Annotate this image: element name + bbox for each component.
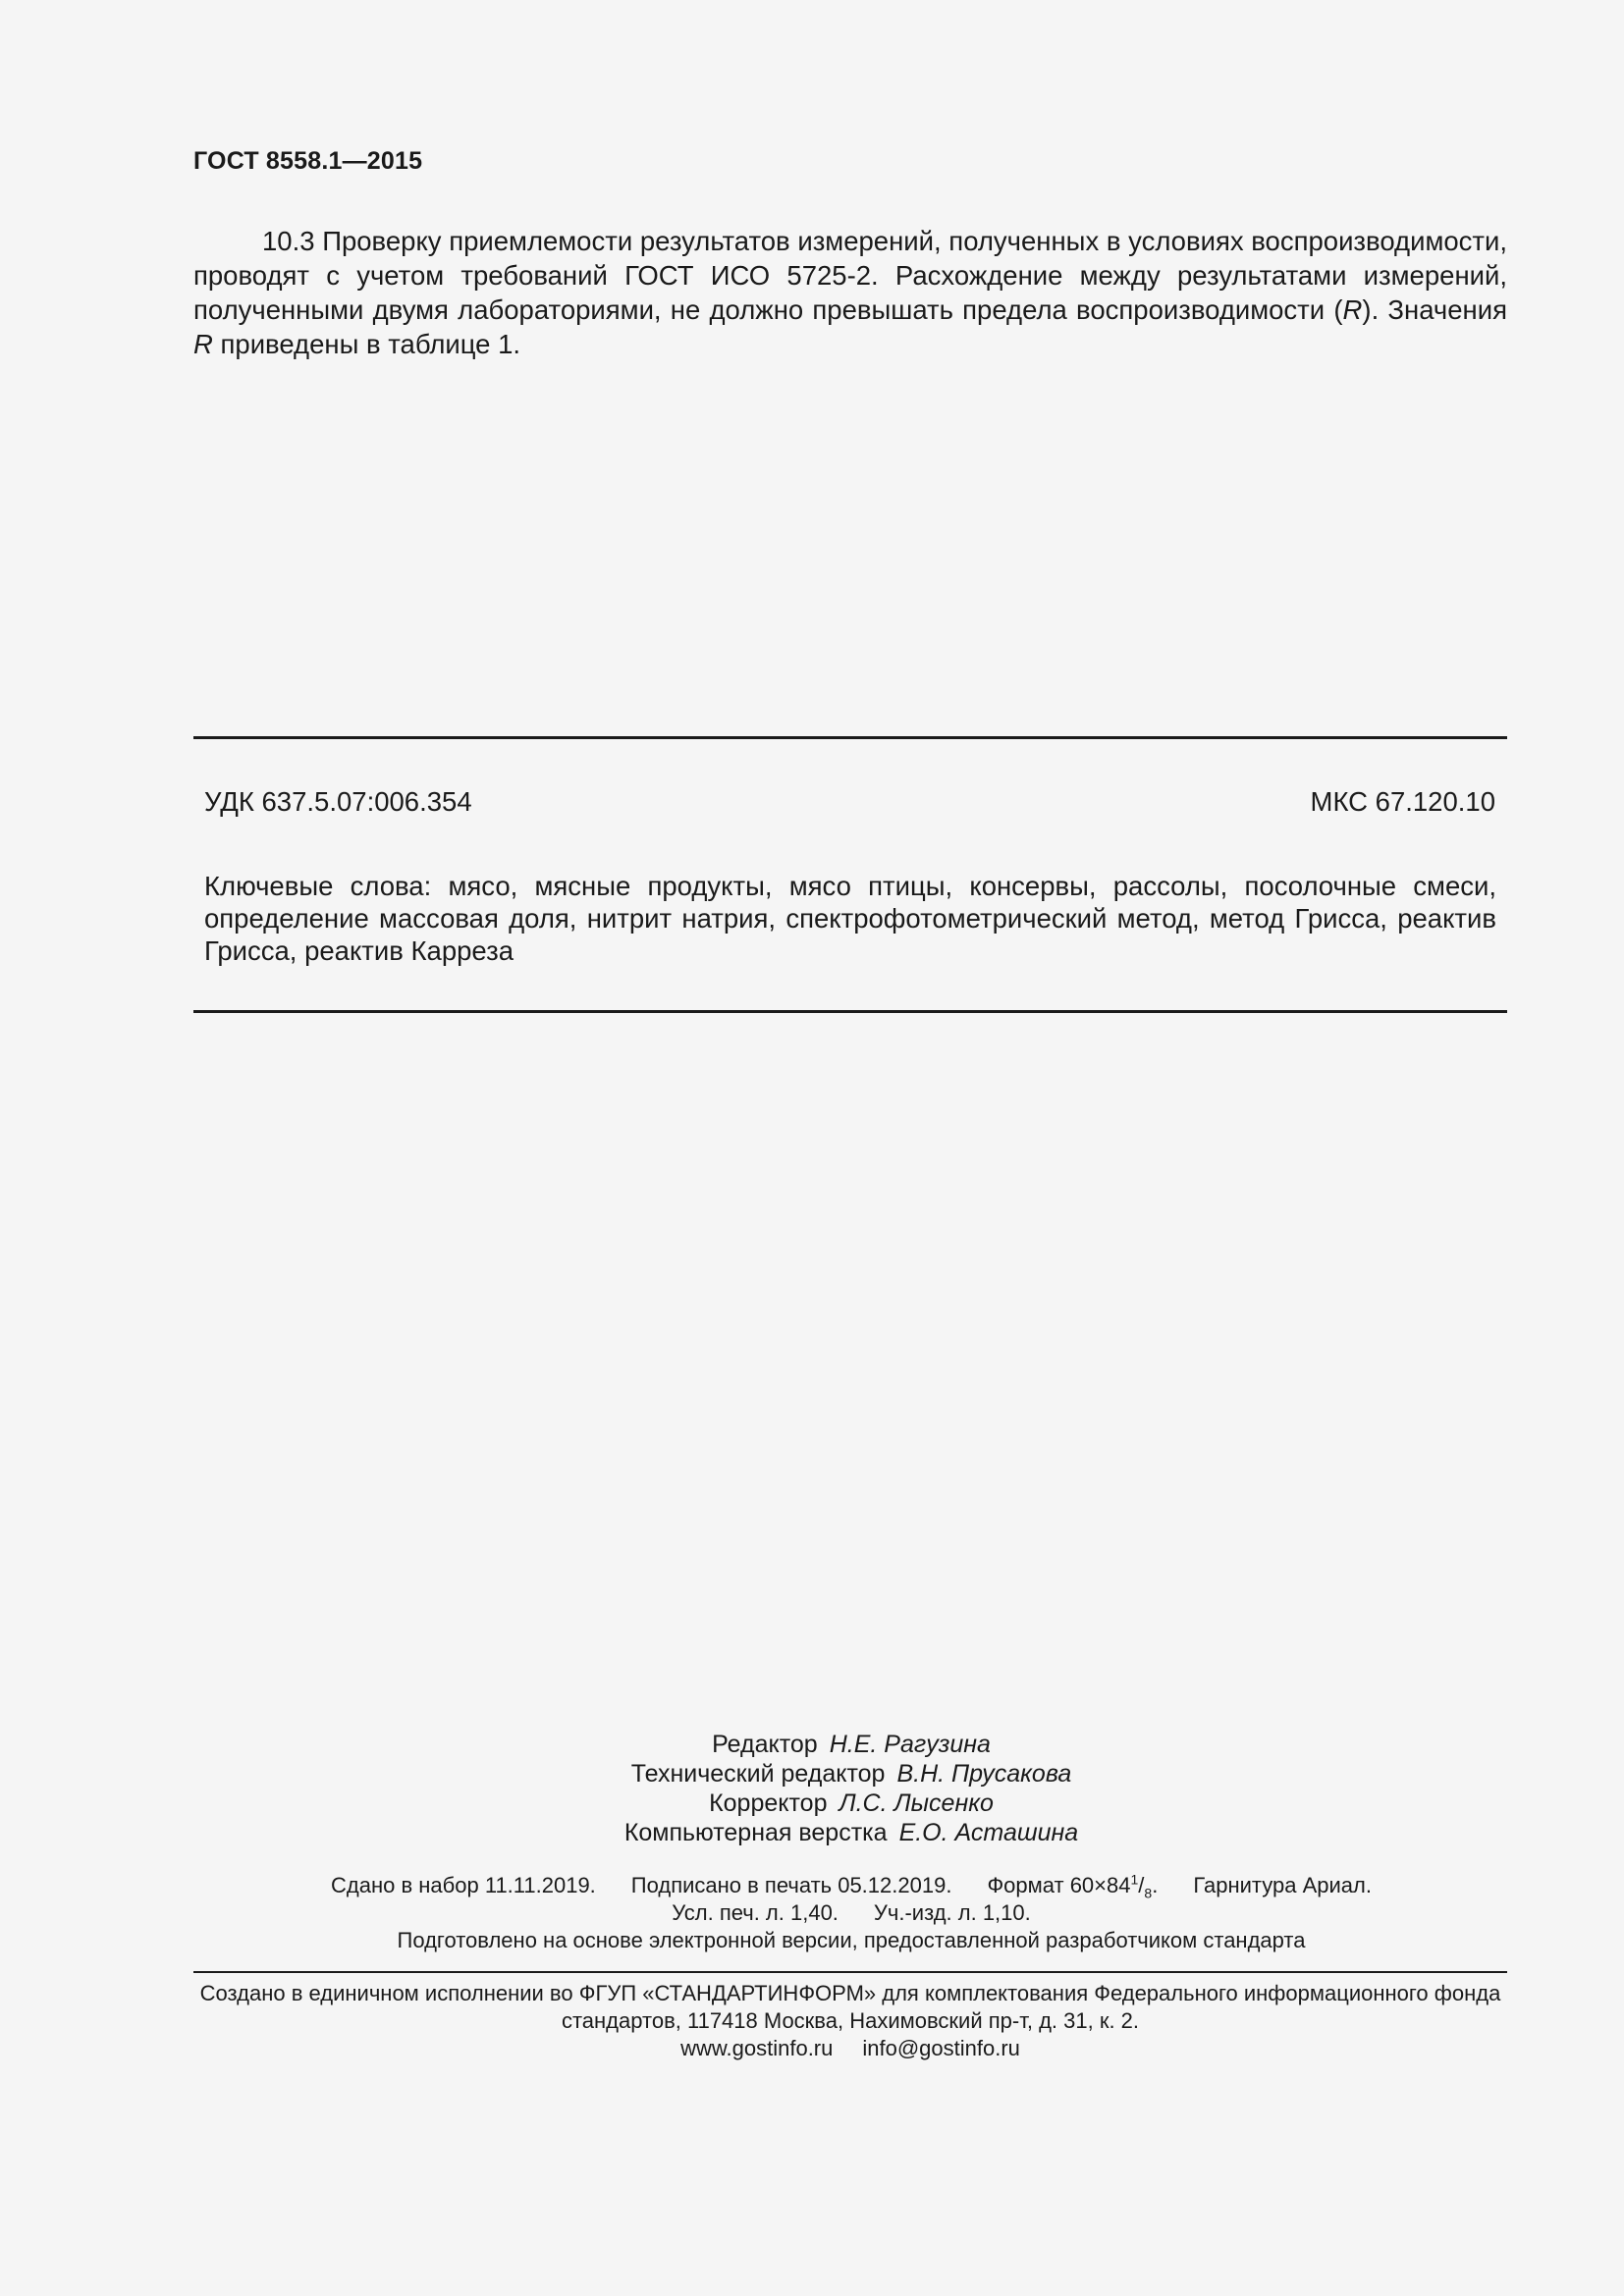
divider-top xyxy=(193,736,1507,739)
divider-publisher xyxy=(193,1971,1507,1973)
staff-row-layout xyxy=(0,1818,1624,1847)
imprint xyxy=(0,1872,1624,1954)
staff-name: В.Н. Прусакова xyxy=(896,1760,1072,1788)
imprint-typeface: Гарнитура Ариал. xyxy=(1193,1873,1372,1897)
page-header-standard: ГОСТ 8558.1—2015 xyxy=(193,147,423,175)
clause-symbol-r: R xyxy=(1342,294,1363,325)
imprint-signed: Подписано в печать 05.12.2019. xyxy=(630,1873,952,1897)
staff-role: Технический редактор xyxy=(630,1760,886,1788)
publisher-line-2: стандартов, 117418 Москва, Нахимовский пр-т, д. 31, к. 2. xyxy=(561,2008,1140,2033)
imprint-line-2 xyxy=(0,1899,1624,1927)
imprint-prepared: Подготовлено на основе электронной версии, предоставленной разработчиком стандарта xyxy=(397,1928,1306,1952)
publisher-contacts xyxy=(193,2035,1507,2062)
clause-text-part2: ). Значения xyxy=(1362,294,1507,325)
imprint-print-sheets: Усл. печ. л. 1,40. xyxy=(672,1900,839,1925)
clause-10-3 xyxy=(193,224,1507,361)
staff-row-editor xyxy=(0,1730,1624,1759)
imprint-publ-sheets: Уч.-изд. л. 1,10. xyxy=(873,1900,1031,1925)
imprint-submitted: Сдано в набор 11.11.2019. xyxy=(331,1873,596,1897)
keywords: Ключевые слова: мясо, мясные продукты, мясо птицы, консервы, рассолы, посолочные смеси, определение массовая доля, нитрит натрия, спектрофотометрический метод, метод Грисса, реактив Грисса, реактив Карреза xyxy=(204,871,1496,966)
imprint-format: Формат $60\times 84^1/_8$. xyxy=(987,1871,1159,1901)
clause-text-part1: Проверку приемлемости результатов измерений, полученных в условиях воспроизводимости, проводят с учетом требований ГОСТ ИСО 5725-2. Расхождение между результатами измерений, полученными двумя лабораториями, не должно превышать предела воспроизводимости ( xyxy=(193,226,1507,325)
clause-number: 10.3 xyxy=(262,226,315,256)
staff-list xyxy=(0,1730,1624,1847)
clause-symbol-r-2: R xyxy=(193,329,213,359)
publisher-line-1: Создано в единичном исполнении во ФГУП «СТАНДАРТИНФОРМ» для комплектования Федерального информационного фонда xyxy=(199,1981,1501,2005)
clause-paragraph xyxy=(193,224,1507,361)
udk-code: УДК 637.5.07:006.354 xyxy=(204,786,472,817)
staff-role: Корректор xyxy=(709,1789,828,1817)
staff-row-tech-editor xyxy=(0,1759,1624,1789)
publisher-info xyxy=(193,1980,1507,2062)
staff-name: Л.С. Лысенко xyxy=(839,1789,994,1817)
staff-role: Редактор xyxy=(712,1731,818,1758)
mks-code: МКС 67.120.10 xyxy=(1310,786,1495,817)
staff-role: Компьютерная верстка xyxy=(623,1819,888,1846)
staff-row-proofreader xyxy=(0,1789,1624,1818)
publisher-website-link[interactable]: www.gostinfo.ru xyxy=(680,2036,834,2060)
staff-name: Е.О. Асташина xyxy=(898,1819,1079,1846)
staff-name: Н.Е. Рагузина xyxy=(829,1731,991,1758)
divider-bottom xyxy=(193,1010,1507,1013)
clause-text-part3: приведены в таблице 1. xyxy=(212,329,521,359)
publisher-email-link[interactable]: info@gostinfo.ru xyxy=(862,2036,1020,2060)
imprint-line-1 xyxy=(0,1872,1624,1899)
